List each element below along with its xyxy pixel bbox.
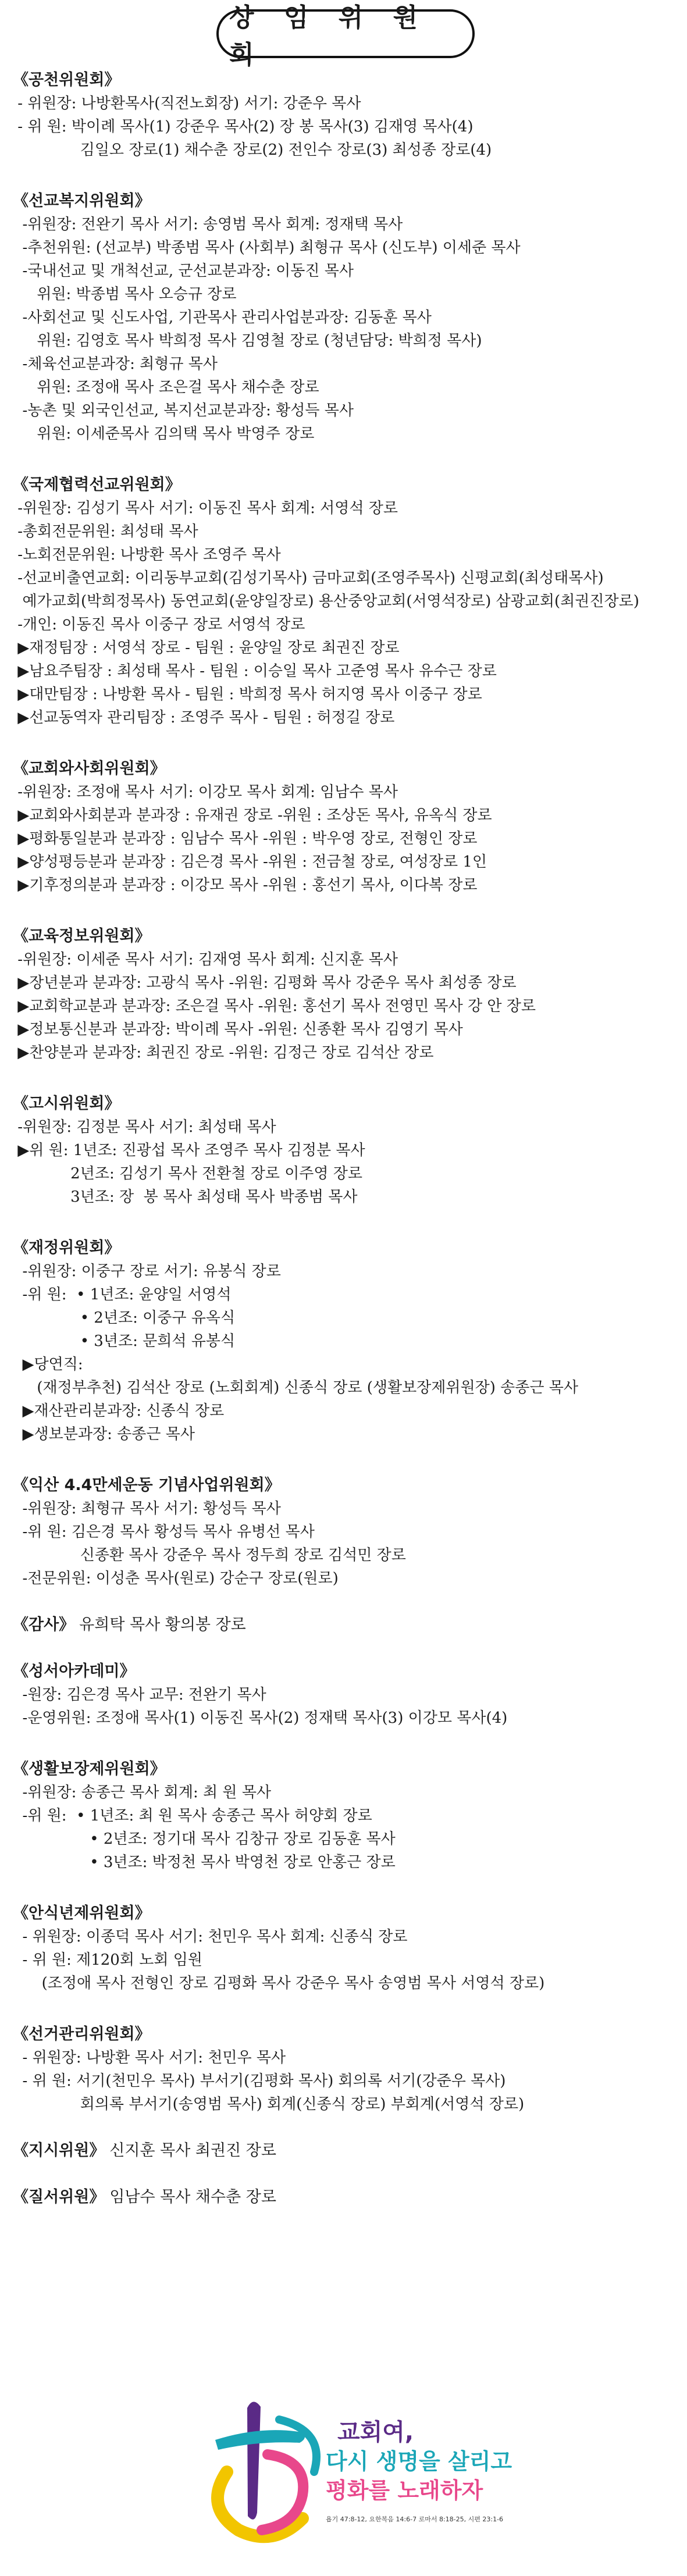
committee-line: ▶장년분과 분과장: 고광식 목사 -위원: 김평화 목사 강준우 목사 최성종 장로 — [13, 974, 517, 992]
committee-line: -위원장: 조정애 목사 서기: 이강모 목사 회계: 임남수 목사 — [13, 783, 398, 801]
motto-line-1: 교회여, — [337, 2419, 414, 2446]
committee-line: 회의록 부서기(송영범 목사) 회계(신종식 장로) 부회계(서영석 장로) — [13, 2096, 525, 2113]
committee-line: -위원장: 김성기 목사 서기: 이동진 목사 회계: 서영석 장로 — [13, 500, 398, 517]
committee-line: -위 원: • 1년조: 최 원 목사 송종근 목사 허양회 장로 — [13, 1807, 372, 1825]
committee-heading — [13, 1237, 676, 1260]
committee-members-inline: 유희탁 목사 황의봉 장로 — [79, 1616, 246, 1634]
section-spacer — [13, 1590, 676, 1613]
committee-heading-text: 《감사》 — [13, 1616, 75, 1634]
section-spacer — [13, 1874, 676, 1902]
committee-line: • 3년조: 박정천 목사 박영천 장로 안홍근 장로 — [13, 1854, 396, 1871]
committee-line: ▶재정팀장 : 서영석 장로 - 팀원 : 윤양일 장로 최권진 장로 — [13, 639, 400, 657]
committee-heading-text: 《교회와사회위원회》 — [13, 760, 166, 778]
committee-line: ▶양성평등분과 분과장 : 김은경 목사 -위원 : 전금철 장로, 여성장로 1인 — [13, 853, 487, 871]
committee-line: -전문위원: 이성춘 목사(원로) 강순구 장로(원로) — [13, 1570, 339, 1587]
committee-section — [13, 1613, 676, 1660]
committee-section — [13, 69, 676, 190]
committee-heading-text: 《고시위원회》 — [13, 1095, 120, 1113]
cross-bar — [215, 2430, 305, 2450]
committee-line: -추천위원: (선교부) 박종범 목사 (사회부) 최형규 목사 (신도부) 이세준 목사 — [13, 239, 521, 256]
committee-line: ▶기후정의분과 분과장 : 이강모 목사 -위원 : 홍선기 목사, 이다복 장로 — [13, 877, 478, 894]
committee-line: ▶선교동역자 관리팀장 : 조영주 목사 - 팀원 : 허정길 장로 — [13, 709, 395, 726]
section-spacer — [13, 162, 676, 190]
committee-line: -위원장: 김정분 목사 서기: 최성태 목사 — [13, 1118, 276, 1136]
committee-heading — [13, 1660, 676, 1683]
committee-heading-text: 《재정위원회》 — [13, 1239, 120, 1257]
section-spacer — [13, 2209, 676, 2232]
committee-line: 신종환 목사 강준우 목사 정두희 장로 김석민 장로 — [13, 1547, 406, 1564]
committee-line: ▶찬양분과 분과장: 최권진 장로 -위원: 김정근 장로 김석산 장로 — [13, 1044, 434, 1061]
committee-line: - 위 원: 제120회 노회 임원 — [13, 1951, 202, 1969]
committee-line: -원장: 김은경 목사 교무: 전완기 목사 — [13, 1686, 266, 1704]
committee-section — [13, 473, 676, 757]
committee-members-inline: 신지훈 목사 최권진 장로 — [109, 2142, 276, 2160]
committee-line: - 위원장: 나방환 목사 서기: 천민우 목사 — [13, 2049, 286, 2066]
committee-heading-text: 《안식년제위원회》 — [13, 1904, 151, 1922]
committee-line: -위원장: 최형규 목사 서기: 황성득 목사 — [13, 1500, 281, 1517]
section-spacer — [13, 729, 676, 757]
section-spacer — [13, 1730, 676, 1758]
committee-line: ▶남요주팀장 : 최성태 목사 - 팀원 : 이승일 목사 고준영 목사 유수근 장로 — [13, 662, 497, 680]
committee-line: -위원장: 이세준 목사 서기: 김재영 목사 회계: 신지훈 목사 — [13, 951, 398, 968]
section-spacer — [13, 1637, 676, 1660]
section-spacer — [13, 2116, 676, 2139]
committee-section — [13, 1092, 676, 1237]
committee-line: • 2년조: 이중구 유옥식 — [13, 1309, 236, 1327]
committee-line: • 2년조: 정기대 목사 김창규 장로 김동훈 목사 — [13, 1830, 396, 1848]
committee-heading — [13, 2023, 676, 2046]
committee-section — [13, 2186, 676, 2232]
committee-heading — [13, 1474, 676, 1497]
committee-section — [13, 925, 676, 1092]
committee-line: ▶대만팀장 : 나방환 목사 - 팀원 : 박희정 목사 허지영 목사 이중구 장로 — [13, 686, 482, 703]
committee-line: 3년조: 장 봉 목사 최성태 목사 박종범 목사 — [13, 1188, 358, 1206]
committee-heading — [13, 69, 676, 92]
committee-line: (재정부추천) 김석산 장로 (노회회계) 신종식 장로 (생활보장제위원장) 송종근 목사 — [13, 1379, 579, 1396]
committee-heading — [13, 1902, 676, 1925]
committee-section — [13, 1902, 676, 2023]
committee-line: - 위 원: 서기(천민우 목사) 부서기(김평화 목사) 회의록 서기(강준우 목사) — [13, 2072, 506, 2090]
committee-section — [13, 1758, 676, 1902]
committee-line: -위 원: • 1년조: 윤양일 서영석 — [13, 1286, 232, 1303]
motto-verse: 욥기 47:8-12, 요한복음 14:6-7 로마서 8:18-25, 시편 23:1-6 — [326, 2516, 504, 2523]
committee-line: -국내선교 및 개척선교, 군선교분과장: 이동진 목사 — [13, 262, 354, 280]
committee-line: -위 원: 김은경 목사 황성득 목사 유병선 목사 — [13, 1523, 315, 1541]
committee-heading-text: 《지시위원》 — [13, 2142, 105, 2160]
committee-line: -노회전문위원: 나방환 목사 조영주 목사 — [13, 546, 281, 564]
committee-line: -위원장: 이중구 장로 서기: 유봉식 장로 — [13, 1263, 281, 1280]
committee-line: -총회전문위원: 최성태 목사 — [13, 523, 198, 540]
committee-heading — [13, 2186, 676, 2209]
section-spacer — [13, 446, 676, 473]
committee-heading-text: 《성서아카데미》 — [13, 1662, 136, 1680]
committee-members-inline: 임남수 목사 채수춘 장로 — [109, 2188, 276, 2206]
committee-section — [13, 2023, 676, 2139]
committee-line: -위원장: 전완기 목사 서기: 송영범 목사 회계: 정재택 목사 — [13, 216, 403, 233]
committee-heading-text: 《선거관리위원회》 — [13, 2025, 151, 2043]
committee-line: 김일오 장로(1) 채수춘 장로(2) 전인수 장로(3) 최성종 장로(4) — [13, 141, 492, 159]
section-spacer — [13, 897, 676, 925]
motto-line-2: 다시 생명을 살리고 — [326, 2449, 512, 2474]
committee-line: 2년조: 김성기 목사 전환철 장로 이주영 장로 — [13, 1165, 363, 1182]
committee-heading — [13, 925, 676, 948]
committee-heading — [13, 1092, 676, 1116]
committee-line: 예가교회(박희정목사) 동연교회(윤양일장로) 용산중앙교회(서영석장로) 삼광교회(최권진장로) — [13, 593, 639, 610]
committee-heading — [13, 1613, 676, 1637]
committee-line: • 3년조: 문희석 유봉식 — [13, 1332, 236, 1350]
committee-line: -개인: 이동진 목사 이중구 장로 서영석 장로 — [13, 616, 305, 633]
committee-list — [13, 69, 676, 2232]
committee-heading — [13, 1758, 676, 1781]
committee-heading-text: 《공천위원회》 — [13, 71, 120, 89]
committee-heading-text: 《익산 4.4만세운동 기념사업위원회》 — [13, 1476, 280, 1494]
committee-line: -농촌 및 외국인선교, 복지선교분과장: 황성득 목사 — [13, 402, 354, 419]
cross-mark — [247, 2402, 261, 2519]
committee-section — [13, 190, 676, 473]
committee-section — [13, 1660, 676, 1758]
committee-line: -위원장: 송종근 목사 회계: 최 원 목사 — [13, 1784, 272, 1801]
committee-heading — [13, 2139, 676, 2162]
committee-line: ▶정보통신분과 분과장: 박이례 목사 -위원: 신종환 목사 김영기 목사 — [13, 1021, 463, 1038]
committee-line: 위원: 박종범 목사 오승규 장로 — [13, 286, 237, 303]
committee-section — [13, 1237, 676, 1474]
section-spacer — [13, 2162, 676, 2186]
committee-line: - 위 원: 박이례 목사(1) 강준우 목사(2) 장 봉 목사(3) 김재영 목사(4) — [13, 118, 474, 136]
committee-section — [13, 1474, 676, 1613]
committee-line: - 위원장: 나방환목사(직전노회장) 서기: 강준우 목사 — [13, 95, 361, 112]
section-spacer — [13, 1995, 676, 2023]
committee-line: -사회선교 및 신도사업, 기관목사 관리사업분과장: 김동훈 목사 — [13, 309, 432, 326]
motto-logo — [192, 2385, 518, 2559]
committee-line: 위원: 김영호 목사 박희정 목사 김영철 장로 (청년담당: 박희정 목사) — [13, 332, 482, 350]
committee-heading-text: 《질서위원》 — [13, 2188, 105, 2206]
committee-section — [13, 757, 676, 925]
committee-heading-text: 《생활보장제위원회》 — [13, 1760, 166, 1778]
committee-line: (조정애 목사 전형인 장로 김평화 목사 강준우 목사 송영범 목사 서영석 장로) — [13, 1975, 545, 1992]
committee-line: - 위원장: 이종덕 목사 서기: 천민우 목사 회계: 신종식 장로 — [13, 1928, 408, 1946]
committee-heading-text: 《국제협력선교위원회》 — [13, 476, 181, 494]
committee-line: -운영위원: 조정애 목사(1) 이동진 목사(2) 정재택 목사(3) 이강모 목사(4) — [13, 1709, 508, 1727]
committee-heading — [13, 190, 676, 213]
committee-line: ▶생보분과장: 송종근 목사 — [13, 1426, 195, 1443]
committee-heading-text: 《교육정보위원회》 — [13, 927, 151, 945]
committee-heading — [13, 757, 676, 781]
committee-line: ▶교회학교분과 분과장: 조은걸 목사 -위원: 홍선기 목사 전영민 목사 강 안 장로 — [13, 997, 536, 1015]
committee-line: ▶재산관리분과장: 신종식 장로 — [13, 1402, 225, 1420]
committee-line: ▶위 원: 1년조: 진광섭 목사 조영주 목사 김정분 목사 — [13, 1142, 365, 1159]
committee-section — [13, 2139, 676, 2186]
committee-line: ▶당연직: — [13, 1356, 83, 1373]
committee-heading-text: 《선교복지위원회》 — [13, 192, 151, 210]
committee-line: -선교비출연교회: 이리동부교회(김성기목사) 금마교회(조영주목사) 신평교회(최성태목사) — [13, 569, 604, 587]
committee-line: 위원: 이세준목사 김의택 목사 박영주 장로 — [13, 425, 315, 443]
committee-heading — [13, 473, 676, 497]
section-spacer — [13, 1064, 676, 1092]
committee-line: ▶평화통일분과 분과장 : 임남수 목사 -위원 : 박우영 장로, 전형인 장로 — [13, 830, 478, 847]
committee-line: -체육선교분과장: 최형규 목사 — [13, 355, 218, 373]
committee-line: ▶교회와사회분과 분과장 : 유재권 장로 -위원 : 조상돈 목사, 유옥식 장로 — [13, 807, 492, 824]
committee-line: 위원: 조정애 목사 조은걸 목사 채수춘 장로 — [13, 379, 319, 396]
page-title: 상 임 위 원 회 — [216, 9, 475, 58]
section-spacer — [13, 1446, 676, 1474]
motto-line-3: 평화를 노래하자 — [326, 2478, 483, 2503]
section-spacer — [13, 1209, 676, 1237]
